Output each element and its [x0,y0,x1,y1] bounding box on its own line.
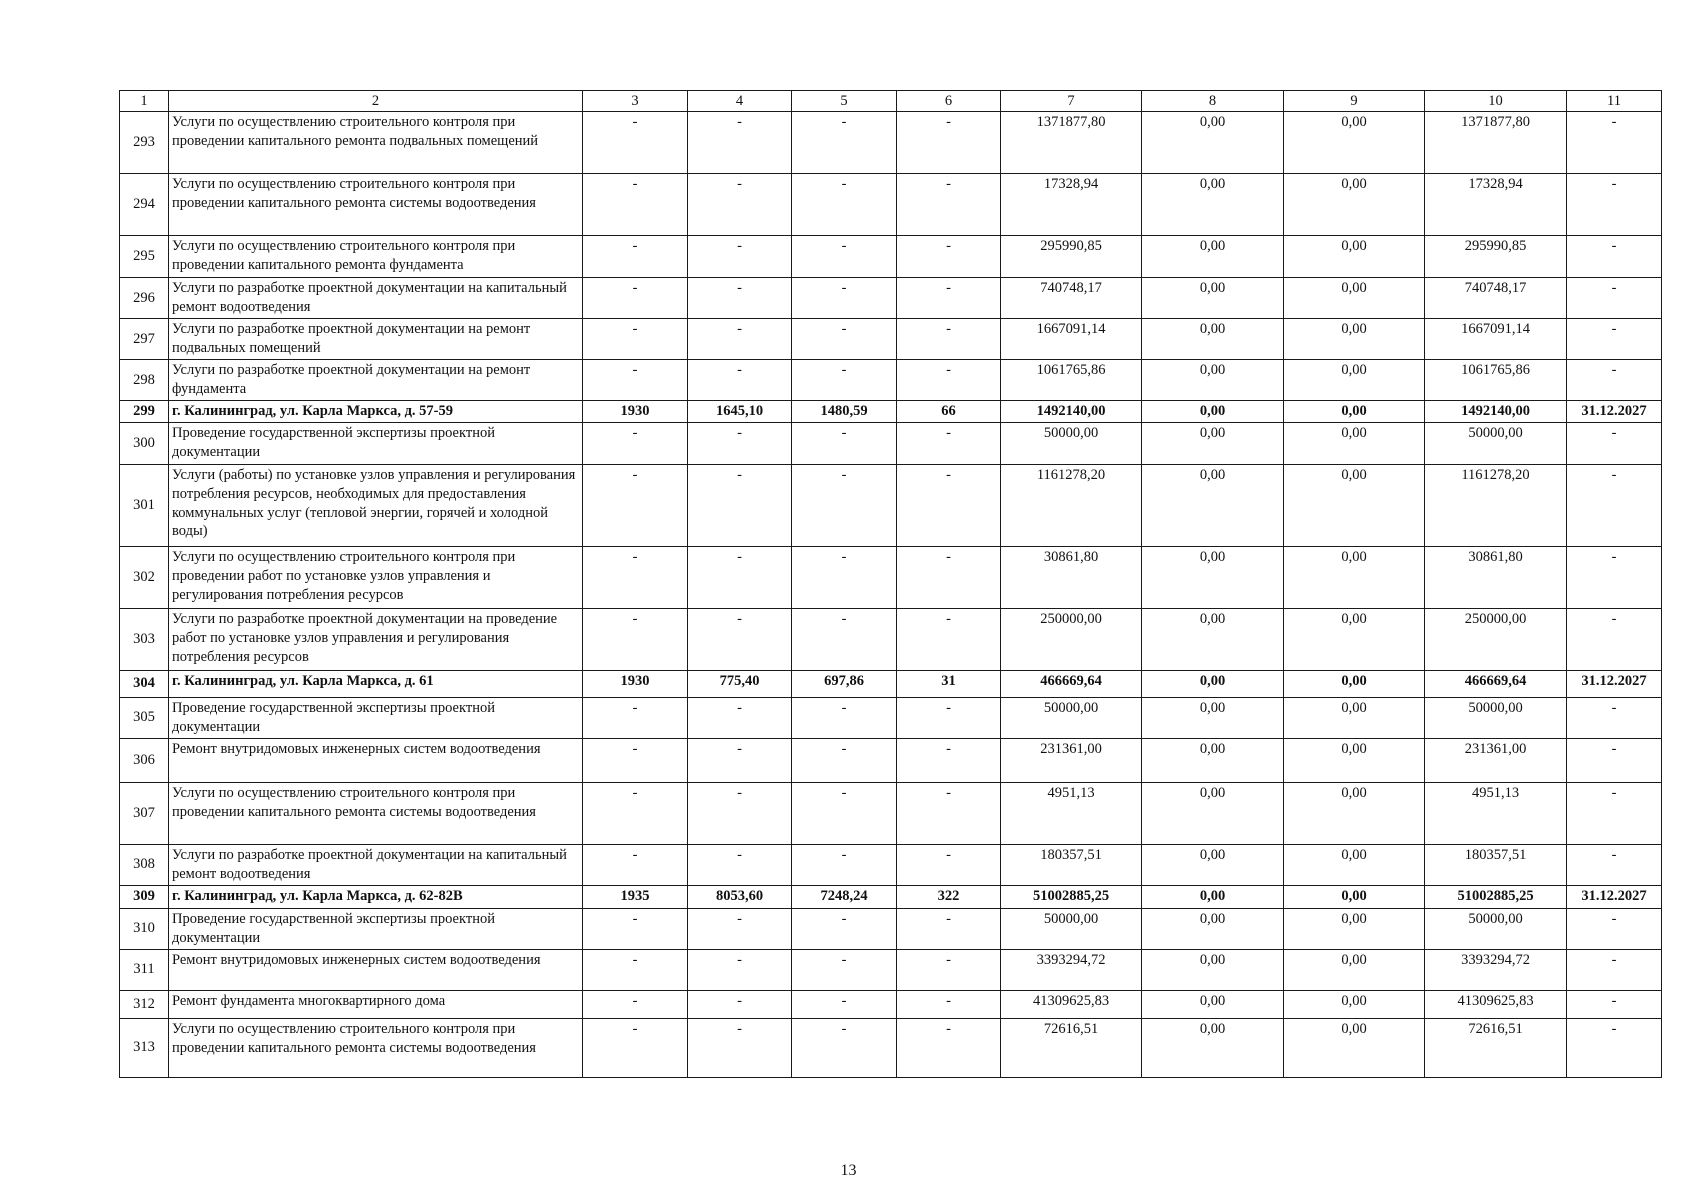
owners-share-cell: 51002885,25 [1425,885,1567,908]
owners-share-cell: 295990,85 [1425,236,1567,278]
fund-share-cell: 0,00 [1142,1018,1284,1077]
owners-share-cell: 250000,00 [1425,608,1567,670]
completion-date-cell: 31.12.2027 [1567,401,1662,423]
total-area-cell: 8053,60 [688,885,792,908]
residents-cell: - [897,908,1001,949]
row-number-cell: 304 [120,670,169,697]
work-description-cell: Услуги по осуществлению строительного контроля при проведении капитального ремонта фундамента [169,236,583,278]
work-row [120,319,1662,360]
work-description-cell: Услуги по осуществлению строительного контроля при проведении капитального ремонта системы водоотведения [169,1018,583,1077]
fund-share-cell: 0,00 [1142,844,1284,885]
budget-share-cell: 0,00 [1284,401,1425,423]
work-description-cell: Проведение государственной экспертизы проектной документации [169,697,583,738]
row-number-cell: 313 [120,1018,169,1077]
completion-date-cell: - [1567,949,1662,990]
residents-cell: - [897,697,1001,738]
living-area-cell: - [792,464,897,546]
row-number-cell: 299 [120,401,169,423]
owners-share-cell: 1061765,86 [1425,360,1567,401]
living-area-cell: - [792,608,897,670]
living-area-cell: - [792,112,897,174]
row-number-cell: 308 [120,844,169,885]
work-description-cell: г. Калининград, ул. Карла Маркса, д. 62-82В [169,885,583,908]
budget-share-cell: 0,00 [1284,112,1425,174]
column-number-8: 8 [1142,91,1284,112]
residents-cell: - [897,112,1001,174]
residents-cell: - [897,990,1001,1018]
budget-share-cell: 0,00 [1284,782,1425,844]
total-cost-cell: 1492140,00 [1001,401,1142,423]
completion-date-cell: 31.12.2027 [1567,885,1662,908]
total-area-cell: - [688,844,792,885]
total-cost-cell: 1667091,14 [1001,319,1142,360]
work-row [120,990,1662,1018]
row-number-cell: 294 [120,174,169,236]
work-row [120,112,1662,174]
owners-share-cell: 3393294,72 [1425,949,1567,990]
year-built-cell: - [583,844,688,885]
work-row [120,908,1662,949]
work-description-cell: Услуги (работы) по установке узлов управления и регулирования потребления ресурсов, необходимых для предоставления коммунальных услуг (тепловой энергии, горячей и холодной воды) [169,464,583,546]
register-table [119,90,1662,1078]
year-built-cell: - [583,908,688,949]
total-area-cell: - [688,738,792,782]
completion-date-cell: - [1567,464,1662,546]
work-description-cell: Ремонт фундамента многоквартирного дома [169,990,583,1018]
owners-share-cell: 1161278,20 [1425,464,1567,546]
living-area-cell: - [792,990,897,1018]
total-area-cell: - [688,422,792,464]
total-area-cell: - [688,782,792,844]
completion-date-cell: - [1567,782,1662,844]
total-area-cell: - [688,1018,792,1077]
column-number-4: 4 [688,91,792,112]
budget-share-cell: 0,00 [1284,990,1425,1018]
budget-share-cell: 0,00 [1284,422,1425,464]
fund-share-cell: 0,00 [1142,422,1284,464]
total-area-cell: - [688,319,792,360]
total-area-cell: - [688,360,792,401]
fund-share-cell: 0,00 [1142,360,1284,401]
owners-share-cell: 30861,80 [1425,546,1567,608]
living-area-cell: - [792,697,897,738]
row-number-cell: 301 [120,464,169,546]
row-number-cell: 305 [120,697,169,738]
work-row [120,949,1662,990]
year-built-cell: - [583,174,688,236]
budget-share-cell: 0,00 [1284,738,1425,782]
column-number-2: 2 [169,91,583,112]
column-number-5: 5 [792,91,897,112]
work-description-cell: Услуги по осуществлению строительного контроля при проведении капитального ремонта подвальных помещений [169,112,583,174]
fund-share-cell: 0,00 [1142,949,1284,990]
residents-cell: - [897,738,1001,782]
page-number: 13 [840,1162,857,1179]
column-number-11: 11 [1567,91,1662,112]
living-area-cell: - [792,422,897,464]
completion-date-cell: - [1567,990,1662,1018]
budget-share-cell: 0,00 [1284,949,1425,990]
total-cost-cell: 3393294,72 [1001,949,1142,990]
residents-cell: - [897,278,1001,319]
owners-share-cell: 1492140,00 [1425,401,1567,423]
header-row [120,91,1662,112]
total-area-cell: - [688,464,792,546]
fund-share-cell: 0,00 [1142,319,1284,360]
work-description-cell: г. Калининград, ул. Карла Маркса, д. 57-59 [169,401,583,423]
completion-date-cell: - [1567,174,1662,236]
budget-share-cell: 0,00 [1284,670,1425,697]
fund-share-cell: 0,00 [1142,546,1284,608]
work-row [120,782,1662,844]
budget-share-cell: 0,00 [1284,360,1425,401]
row-number-cell: 307 [120,782,169,844]
budget-share-cell: 0,00 [1284,546,1425,608]
total-area-cell: - [688,112,792,174]
living-area-cell: - [792,360,897,401]
residents-cell: - [897,782,1001,844]
total-cost-cell: 466669,64 [1001,670,1142,697]
year-built-cell: - [583,608,688,670]
work-row [120,360,1662,401]
column-number-7: 7 [1001,91,1142,112]
work-description-cell: Услуги по разработке проектной документации на проведение работ по установке узлов управления и регулирования потребления ресурсов [169,608,583,670]
work-description-cell: Ремонт внутридомовых инженерных систем водоотведения [169,949,583,990]
completion-date-cell: - [1567,738,1662,782]
row-number-cell: 300 [120,422,169,464]
owners-share-cell: 740748,17 [1425,278,1567,319]
total-cost-cell: 1061765,86 [1001,360,1142,401]
living-area-cell: - [792,782,897,844]
owners-share-cell: 72616,51 [1425,1018,1567,1077]
year-built-cell: - [583,697,688,738]
total-area-cell: - [688,546,792,608]
column-number-10: 10 [1425,91,1567,112]
row-number-cell: 310 [120,908,169,949]
total-cost-cell: 4951,13 [1001,782,1142,844]
fund-share-cell: 0,00 [1142,608,1284,670]
table-body [120,91,1662,1078]
budget-share-cell: 0,00 [1284,697,1425,738]
living-area-cell: - [792,174,897,236]
row-number-cell: 296 [120,278,169,319]
total-cost-cell: 50000,00 [1001,908,1142,949]
total-cost-cell: 295990,85 [1001,236,1142,278]
owners-share-cell: 231361,00 [1425,738,1567,782]
fund-share-cell: 0,00 [1142,908,1284,949]
total-area-cell: 775,40 [688,670,792,697]
total-area-cell: - [688,236,792,278]
total-area-cell: - [688,697,792,738]
living-area-cell: - [792,949,897,990]
total-area-cell: - [688,278,792,319]
column-number-6: 6 [897,91,1001,112]
work-description-cell: Ремонт внутридомовых инженерных систем водоотведения [169,738,583,782]
completion-date-cell: - [1567,608,1662,670]
row-number-cell: 309 [120,885,169,908]
living-area-cell: - [792,546,897,608]
work-row [120,738,1662,782]
total-cost-cell: 50000,00 [1001,422,1142,464]
work-description-cell: Проведение государственной экспертизы проектной документации [169,908,583,949]
row-number-cell: 311 [120,949,169,990]
address-row [120,885,1662,908]
column-number-9: 9 [1284,91,1425,112]
living-area-cell: - [792,908,897,949]
completion-date-cell: - [1567,697,1662,738]
living-area-cell: - [792,1018,897,1077]
row-number-cell: 297 [120,319,169,360]
year-built-cell: - [583,360,688,401]
year-built-cell: - [583,112,688,174]
fund-share-cell: 0,00 [1142,464,1284,546]
year-built-cell: - [583,236,688,278]
owners-share-cell: 50000,00 [1425,697,1567,738]
owners-share-cell: 50000,00 [1425,908,1567,949]
total-cost-cell: 1371877,80 [1001,112,1142,174]
budget-share-cell: 0,00 [1284,319,1425,360]
work-description-cell: Услуги по разработке проектной документации на капитальный ремонт водоотведения [169,278,583,319]
work-row [120,278,1662,319]
living-area-cell: 1480,59 [792,401,897,423]
work-description-cell: г. Калининград, ул. Карла Маркса, д. 61 [169,670,583,697]
owners-share-cell: 4951,13 [1425,782,1567,844]
year-built-cell: - [583,1018,688,1077]
total-area-cell: - [688,908,792,949]
work-description-cell: Услуги по осуществлению строительного контроля при проведении работ по установке узлов управления и регулирования потребления ресурсов [169,546,583,608]
fund-share-cell: 0,00 [1142,278,1284,319]
row-number-cell: 306 [120,738,169,782]
year-built-cell: - [583,464,688,546]
residents-cell: - [897,949,1001,990]
address-row [120,401,1662,423]
owners-share-cell: 1667091,14 [1425,319,1567,360]
column-number-1: 1 [120,91,169,112]
total-area-cell: - [688,949,792,990]
residents-cell: - [897,236,1001,278]
work-row [120,844,1662,885]
living-area-cell: 7248,24 [792,885,897,908]
year-built-cell: - [583,949,688,990]
row-number-cell: 312 [120,990,169,1018]
budget-share-cell: 0,00 [1284,885,1425,908]
total-cost-cell: 51002885,25 [1001,885,1142,908]
total-area-cell: - [688,174,792,236]
year-built-cell: 1930 [583,670,688,697]
residents-cell: - [897,464,1001,546]
fund-share-cell: 0,00 [1142,885,1284,908]
completion-date-cell: - [1567,360,1662,401]
total-cost-cell: 250000,00 [1001,608,1142,670]
work-row [120,174,1662,236]
total-area-cell: - [688,608,792,670]
total-cost-cell: 740748,17 [1001,278,1142,319]
owners-share-cell: 466669,64 [1425,670,1567,697]
address-row [120,670,1662,697]
total-cost-cell: 180357,51 [1001,844,1142,885]
budget-share-cell: 0,00 [1284,236,1425,278]
residents-cell: - [897,844,1001,885]
total-cost-cell: 72616,51 [1001,1018,1142,1077]
residents-cell: - [897,422,1001,464]
year-built-cell: 1930 [583,401,688,423]
fund-share-cell: 0,00 [1142,236,1284,278]
fund-share-cell: 0,00 [1142,670,1284,697]
residents-cell: - [897,174,1001,236]
total-cost-cell: 17328,94 [1001,174,1142,236]
year-built-cell: - [583,782,688,844]
row-number-cell: 295 [120,236,169,278]
year-built-cell: 1935 [583,885,688,908]
budget-share-cell: 0,00 [1284,464,1425,546]
owners-share-cell: 1371877,80 [1425,112,1567,174]
budget-share-cell: 0,00 [1284,908,1425,949]
total-cost-cell: 41309625,83 [1001,990,1142,1018]
row-number-cell: 293 [120,112,169,174]
year-built-cell: - [583,738,688,782]
work-description-cell: Услуги по разработке проектной документации на ремонт фундамента [169,360,583,401]
work-row [120,422,1662,464]
year-built-cell: - [583,319,688,360]
column-number-3: 3 [583,91,688,112]
completion-date-cell: - [1567,278,1662,319]
year-built-cell: - [583,990,688,1018]
budget-share-cell: 0,00 [1284,1018,1425,1077]
living-area-cell: - [792,844,897,885]
total-cost-cell: 30861,80 [1001,546,1142,608]
completion-date-cell: 31.12.2027 [1567,670,1662,697]
owners-share-cell: 50000,00 [1425,422,1567,464]
budget-share-cell: 0,00 [1284,174,1425,236]
residents-cell: - [897,360,1001,401]
work-description-cell: Услуги по осуществлению строительного контроля при проведении капитального ремонта системы водоотведения [169,174,583,236]
residents-cell: 322 [897,885,1001,908]
total-area-cell: 1645,10 [688,401,792,423]
fund-share-cell: 0,00 [1142,782,1284,844]
year-built-cell: - [583,546,688,608]
fund-share-cell: 0,00 [1142,112,1284,174]
residents-cell: - [897,319,1001,360]
completion-date-cell: - [1567,1018,1662,1077]
work-description-cell: Услуги по разработке проектной документации на ремонт подвальных помещений [169,319,583,360]
row-number-cell: 298 [120,360,169,401]
fund-share-cell: 0,00 [1142,697,1284,738]
completion-date-cell: - [1567,236,1662,278]
year-built-cell: - [583,278,688,319]
living-area-cell: - [792,738,897,782]
total-cost-cell: 50000,00 [1001,697,1142,738]
completion-date-cell: - [1567,908,1662,949]
work-description-cell: Проведение государственной экспертизы проектной документации [169,422,583,464]
owners-share-cell: 17328,94 [1425,174,1567,236]
fund-share-cell: 0,00 [1142,174,1284,236]
living-area-cell: - [792,236,897,278]
residents-cell: - [897,608,1001,670]
completion-date-cell: - [1567,844,1662,885]
completion-date-cell: - [1567,546,1662,608]
living-area-cell: - [792,278,897,319]
fund-share-cell: 0,00 [1142,990,1284,1018]
work-description-cell: Услуги по осуществлению строительного контроля при проведении капитального ремонта системы водоотведения [169,782,583,844]
residents-cell: 31 [897,670,1001,697]
total-cost-cell: 1161278,20 [1001,464,1142,546]
living-area-cell: 697,86 [792,670,897,697]
row-number-cell: 303 [120,608,169,670]
budget-share-cell: 0,00 [1284,278,1425,319]
budget-share-cell: 0,00 [1284,608,1425,670]
completion-date-cell: - [1567,319,1662,360]
residents-cell: - [897,1018,1001,1077]
work-description-cell: Услуги по разработке проектной документации на капитальный ремонт водоотведения [169,844,583,885]
work-row [120,546,1662,608]
work-row [120,1018,1662,1077]
completion-date-cell: - [1567,112,1662,174]
budget-share-cell: 0,00 [1284,844,1425,885]
work-row [120,697,1662,738]
work-row [120,608,1662,670]
work-row [120,236,1662,278]
row-number-cell: 302 [120,546,169,608]
fund-share-cell: 0,00 [1142,738,1284,782]
completion-date-cell: - [1567,422,1662,464]
total-cost-cell: 231361,00 [1001,738,1142,782]
residents-cell: 66 [897,401,1001,423]
owners-share-cell: 41309625,83 [1425,990,1567,1018]
fund-share-cell: 0,00 [1142,401,1284,423]
residents-cell: - [897,546,1001,608]
work-row [120,464,1662,546]
living-area-cell: - [792,319,897,360]
owners-share-cell: 180357,51 [1425,844,1567,885]
total-area-cell: - [688,990,792,1018]
year-built-cell: - [583,422,688,464]
